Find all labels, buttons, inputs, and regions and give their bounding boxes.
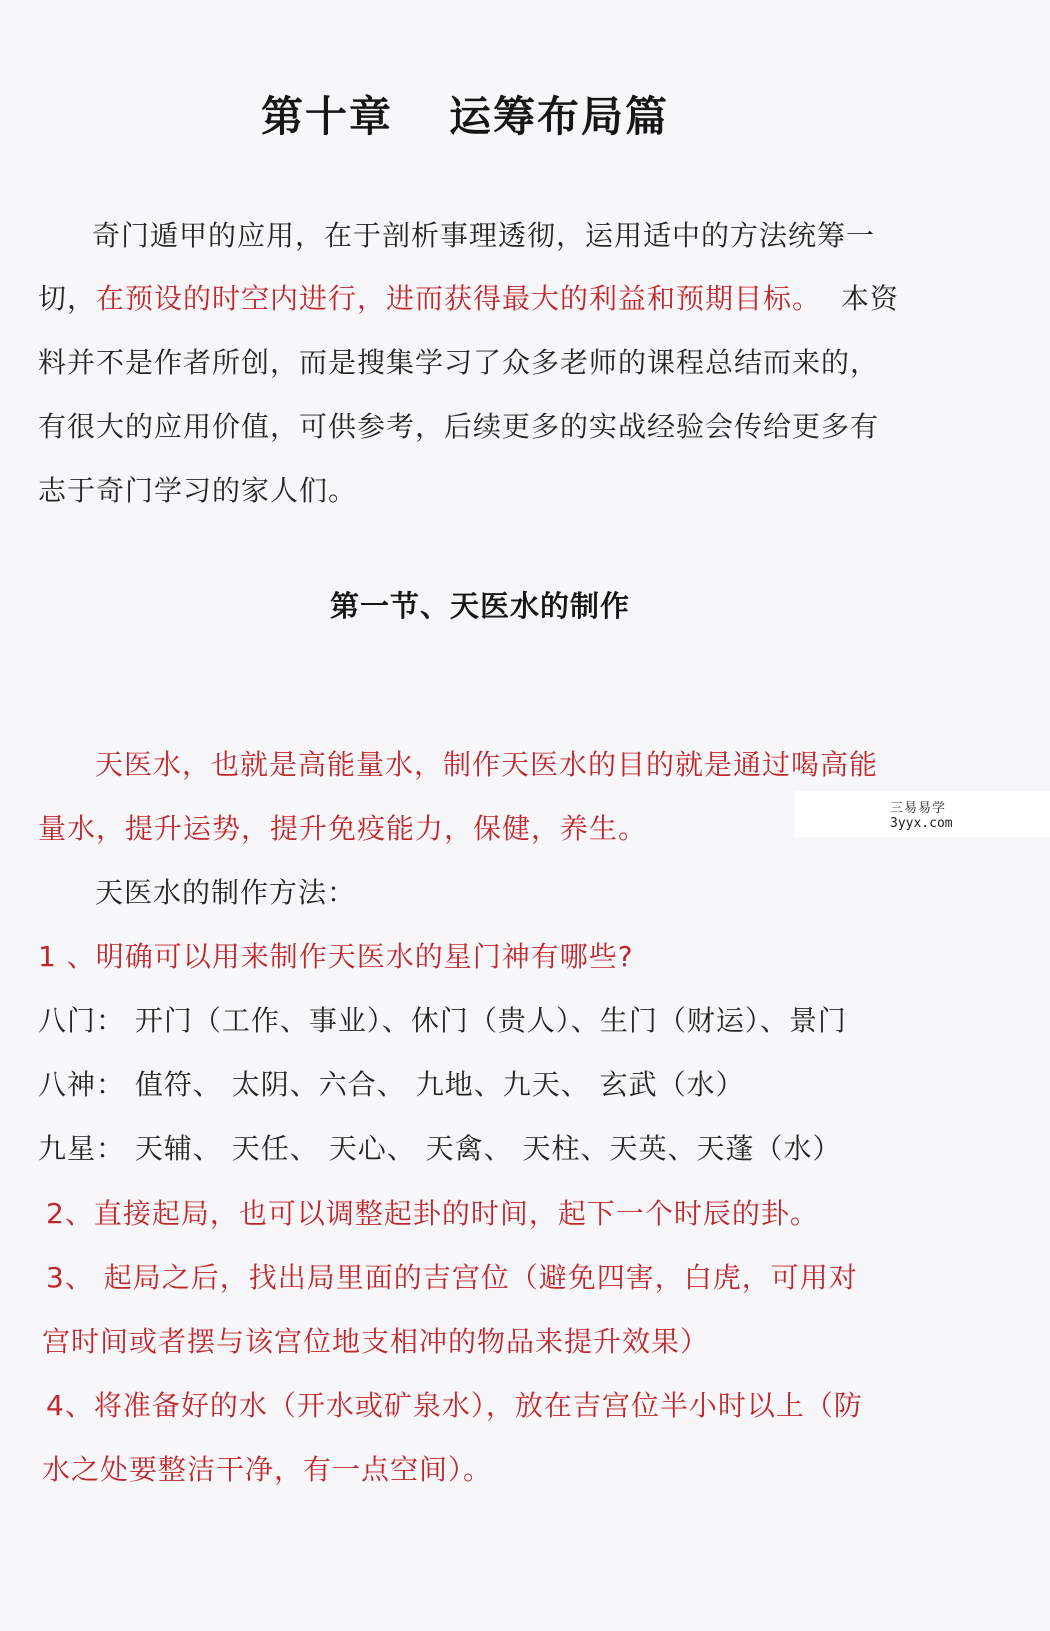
jiuxing-line: 九星： 天辅、 天任、 天心、 天禽、 天柱、天英、天蓬（水） xyxy=(38,1132,842,1165)
watermark-url: 3yyx.com xyxy=(890,816,953,831)
intro-line-3: 料并不是作者所创，而是搜集学习了众多老师的课程总结而来的， xyxy=(38,346,880,379)
intro-highlight: 在预设的时空内进行，进而获得最大的利益和预期目标。 xyxy=(96,282,822,315)
para1-line-2: 量水，提升运势，提升免疫能力，保健，养生。 xyxy=(38,812,648,845)
watermark-name: 三易易学 xyxy=(890,801,947,816)
bashen-line: 八神： 值符、 太阴、六合、 九地、九天、 玄武（水） xyxy=(38,1068,745,1101)
intro-line-1: 奇门遁甲的应用，在于剖析事理透彻，运用适中的方法统筹一 xyxy=(92,219,876,252)
para1-line-1: 天医水，也就是高能量水，制作天医水的目的就是通过喝高能 xyxy=(95,748,879,781)
step-3-line-2: 宫时间或者摆与该宫位地支相冲的物品来提升效果） xyxy=(42,1325,710,1358)
chapter-number: 第十章 xyxy=(260,92,393,141)
intro-line-5: 志于奇门学习的家人们。 xyxy=(38,474,358,507)
step-2: 2、直接起局，也可以调整起卦的时间，起下一个时辰的卦。 xyxy=(46,1197,819,1230)
intro-line-2 xyxy=(38,277,899,317)
bamen-line: 八门： 开门（工作、事业）、休门（贵人）、生门（财运）、景门 xyxy=(38,1004,847,1037)
intro-line-2-start: 切， xyxy=(38,282,97,315)
chapter-title xyxy=(0,84,930,144)
section-title: 第一节、天医水的制作 xyxy=(329,589,630,623)
step-1: 1 、明确可以用来制作天医水的星门神有哪些? xyxy=(38,940,634,973)
step-4-line-1: 4、将准备好的水（开水或矿泉水），放在吉宫位半小时以上（防 xyxy=(46,1389,863,1422)
chapter-name: 运筹布局篇 xyxy=(449,92,670,141)
step-3-line-1: 3、 起局之后，找出局里面的吉宫位（避免四害，白虎，可用对 xyxy=(46,1261,858,1294)
intro-line-2-end: 本资 xyxy=(840,282,899,315)
intro-line-4: 有很大的应用价值，可供参考，后续更多的实战经验会传给更多有 xyxy=(38,410,880,443)
step-4-line-2: 水之处要整洁干净，有一点空间）。 xyxy=(42,1453,493,1486)
method-heading: 天医水的制作方法： xyxy=(95,876,357,909)
watermark xyxy=(795,791,1050,837)
